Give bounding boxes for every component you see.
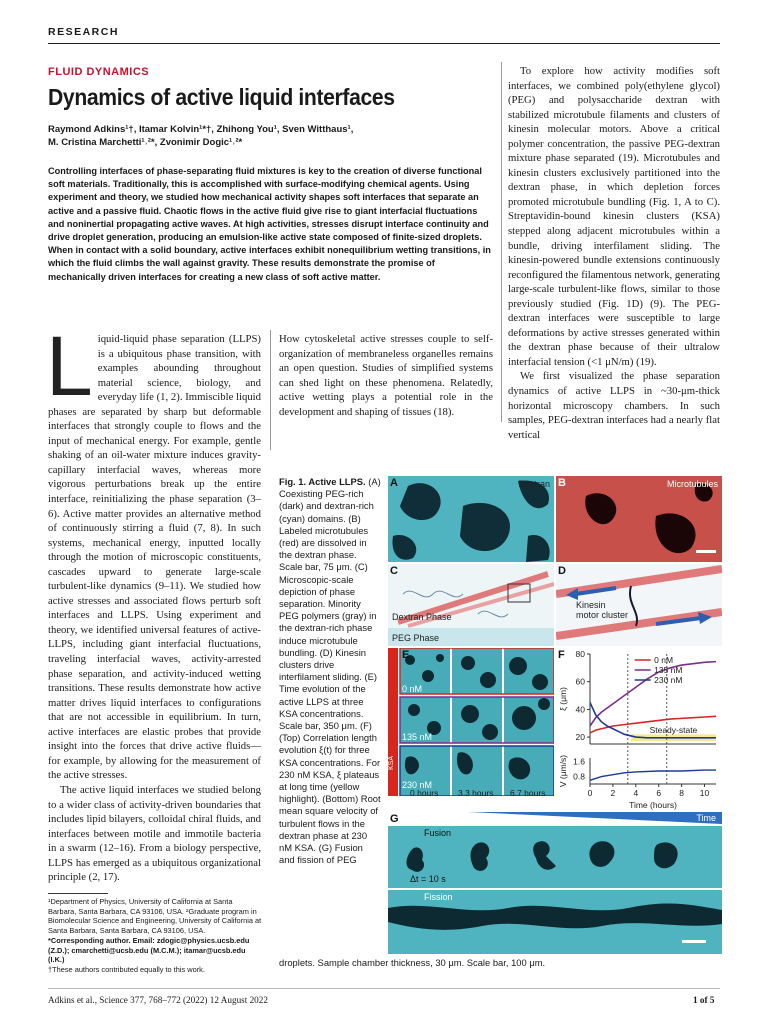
peg-polymer bbox=[478, 611, 508, 617]
citation-footer: Adkins et al., Science 377, 768–772 (2022) 12 August 2022 bbox=[48, 995, 268, 1005]
equal-contribution: †These authors contributed equally to this work. bbox=[48, 964, 205, 974]
y-axis-label: ξ (μm) bbox=[558, 687, 568, 711]
corresponding-author: *Corresponding author. Email: zdogic@physics.ucsb.edu (Z.D.); cmarchetti@ucsb.edu (M.C.M.); itamar@ucsb.edu (I.K.) bbox=[48, 935, 250, 965]
article-title: Dynamics of active liquid interfaces bbox=[48, 84, 395, 110]
fusion-label: Fusion bbox=[424, 828, 452, 838]
y-tick-label: 60 bbox=[575, 676, 585, 687]
panel-label: C bbox=[390, 565, 398, 577]
row-label: 230 nM bbox=[402, 780, 433, 790]
peg-polymer bbox=[403, 591, 463, 597]
authors-line-1: Raymond Adkins¹†, Itamar Kolvin¹*†, Zhihong You¹, Sven Witthaus¹, bbox=[48, 124, 354, 135]
x-tick-label: 10 bbox=[699, 788, 710, 798]
caption-text: (A) Coexisting PEG-rich (dark) and dextran-rich (cyan) domains. (B) Labeled microtubules (red) are dissolved in the dextran phase. Scale bar, 75 μm. (C) Microscopic-scale depiction of phase separation. Minority PEG polymers (gray) in the dextran-rich phase induce microtubule bundling. (D) Kinesin clusters drive interfilament sliding. (E) Time evolution of the active LLPS at three KSA concentrations. Scale bar, 350 μm. (F) (Top) Correlation length evolution ξ(t) for three KSA concentrations. For 230 nM KSA, ξ plateaus at long time (yellow highlight). (Bottom) Root mean square velocity of turbulent flows in the dextran phase at 230 nM KSA. (G) Fusion and fission of PEG bbox=[279, 476, 381, 866]
drop-cap: L bbox=[46, 319, 93, 413]
ksa-bar bbox=[388, 648, 398, 796]
legend-label: 230 nM bbox=[654, 675, 683, 685]
column-divider bbox=[270, 330, 271, 450]
panel-label: A bbox=[390, 477, 398, 489]
y-tick-label: 20 bbox=[575, 732, 585, 743]
peg-domain bbox=[585, 493, 616, 524]
section-label: RESEARCH bbox=[48, 26, 119, 38]
body-column-2 bbox=[279, 332, 493, 419]
v-tick-label: 0.8 bbox=[573, 771, 585, 782]
footnote-rule bbox=[48, 893, 108, 894]
panel-b-microtubules bbox=[556, 476, 722, 562]
panel-g-fusion-fission bbox=[388, 812, 722, 954]
x-tick-label: 6 bbox=[656, 788, 662, 798]
microtubule bbox=[556, 569, 722, 594]
x-tick-label: 2 bbox=[610, 788, 616, 798]
body-column-3 bbox=[508, 64, 720, 442]
scale-bar bbox=[696, 550, 716, 553]
panel-f-chart bbox=[556, 648, 722, 812]
time-label: 6.7 hours bbox=[510, 788, 546, 798]
figure-caption bbox=[279, 476, 381, 867]
body-paragraph: How cytoskeletal active stresses couple to self-organization of membraneless organelles remains an open question. Studies of simplified systems can shed light on these phenomena. Relatedly, active wetting plays a potential role in the development and shaping of tissues (18). bbox=[279, 333, 493, 418]
authors-line-2: M. Cristina Marchetti¹˒²*, Zvonimir Dogic¹˒²* bbox=[48, 137, 243, 148]
kinesin-motor bbox=[630, 586, 637, 626]
row-0nm bbox=[400, 648, 554, 694]
panel-label: F bbox=[558, 649, 565, 661]
panel-d-kinesin bbox=[556, 564, 722, 646]
time-label: Time bbox=[696, 813, 716, 823]
footer-rule bbox=[48, 988, 720, 989]
panel-e-time-evolution bbox=[388, 648, 554, 796]
panel-label: B bbox=[558, 477, 566, 489]
delta-t-label: Δt = 10 s bbox=[410, 874, 446, 884]
body-paragraph: To explore how activity modifies soft interfaces, we combined poly(ethylene glycol) (PEG) and polysaccharide dextran with stabilized microtubule filaments and clusters of kinesin molecular motors. Above a critical polymer concentration, the passive PEG-dextran mixture phase separated (19). Microtubules and kinesin clusters exclusively partitioned into the dextran phase, in which depletion forces promoted microtubule bundling (Fig. 1, A to C). Streptavidin-bound kinesin clusters (KSA) stepped along adjacent microtubules within a bundle, driving interfilament sliding. The kinesin-powered bundle extensions continuously reconfigured the filamentous network, generating large-scale turbulent-like flows, similar to those previously studied (Fig. 1D) (9). The PEG-dextran interfaces were susceptible to large deformations by active stresses generated within the dextran phase because of their ultralow interfacial tension (<1 μN/m) (19). bbox=[508, 65, 720, 368]
peg-domain bbox=[460, 503, 510, 551]
figure-caption-continued: droplets. Sample chamber thickness, 30 μm. Scale bar, 100 μm. bbox=[279, 957, 546, 968]
panel-title: Microtubules bbox=[666, 479, 718, 489]
panel-a-dextran bbox=[388, 476, 554, 562]
panel-label: D bbox=[558, 565, 566, 577]
row-label: 0 nM bbox=[402, 684, 423, 694]
y-tick-label: 40 bbox=[575, 704, 585, 715]
panel-c-depiction bbox=[388, 564, 554, 646]
row-label: 135 nM bbox=[402, 732, 433, 742]
peg-domain bbox=[526, 535, 550, 562]
body-paragraph: iquid-liquid phase separation (LLPS) is a ubiquitous phase transition, with examples abounding throughout material science, biology, and everyday life (1, 2). Immiscible liquid phases are separated by sharp but deformable interfaces that strongly couple to flows and the input of mechanical energy. For example, gentle shaking of an oil-water mixture induces gravity-capillary interfacial waves, whereas more vigorous perturbations break up the entire interface, reinitializing the phase separation (3–6). Active matter provides an alternative method of continuously stirring a fluid (7, 8). In such systems, mechanical energy, inputted locally through the motion of microscopic constituents, cascades upward to generate large-scale turbulent-like dynamics (9–11). We studied how active stresses and associated flows perturb soft interfaces and LLPS. Using experiment and theory, we identified universal features of active-LLPS, including giant interfacial fluctuations, traveling interfacial waves, activity-arrested phase separation, and activity-induced wetting transitions. These results demonstrate how active matter drives liquid interfaces to configurations that are not accessible in equilibrium. In turn, active interfaces are elastic probes that provide insight into the forces that drive active fluids—for example, by allowing for the measurement of the active stresses. bbox=[48, 333, 261, 782]
kinesin-label: Kinesin motor cluster bbox=[576, 600, 629, 620]
velocity-line bbox=[590, 770, 716, 780]
time-label: 0 hours bbox=[410, 788, 439, 798]
body-column-1 bbox=[46, 319, 261, 885]
author-list bbox=[48, 123, 488, 149]
y-tick-label: 80 bbox=[575, 649, 585, 659]
x-tick-label: 0 bbox=[587, 788, 593, 798]
steady-state-label: Steady-state bbox=[649, 724, 698, 735]
peg-phase-label: PEG Phase bbox=[392, 633, 440, 643]
column-divider bbox=[501, 62, 502, 422]
page-number: 1 of 5 bbox=[693, 995, 715, 1005]
fission-label: Fission bbox=[424, 892, 453, 902]
peg-domain bbox=[655, 513, 695, 553]
caption-title: Fig. 1. Active LLPS. bbox=[279, 476, 366, 487]
panel-title: Dextran bbox=[518, 479, 550, 489]
correlation-chart bbox=[556, 648, 722, 812]
body-paragraph: We first visualized the phase separation dynamics of active LLPS in ~30-μm-thick horizontal microscopy chambers. In such samples, PEG-dextran interfaces had a nearly flat vertical bbox=[508, 370, 720, 441]
scale-bar bbox=[682, 940, 706, 943]
v-tick-label: 1.6 bbox=[573, 756, 585, 767]
time-label: 3.3 hours bbox=[458, 788, 494, 798]
category-label: FLUID DYNAMICS bbox=[48, 66, 150, 78]
affiliations: ¹Department of Physics, University of California at Santa Barbara, Santa Barbara, CA 93106, USA. ²Graduate program in Biomolecular Science and Engineering, University of California at Santa Barbara, Santa Barbara, CA 93106, USA. bbox=[48, 897, 262, 936]
header-rule bbox=[48, 43, 720, 44]
series-line-135-nM bbox=[590, 662, 716, 726]
time-arrow bbox=[468, 812, 722, 824]
footnotes bbox=[48, 897, 262, 975]
x-tick-label: 8 bbox=[679, 788, 685, 798]
v-axis-label: V (μm/s) bbox=[558, 754, 568, 788]
ksa-label: KSA bbox=[388, 755, 395, 770]
panel-label: G bbox=[390, 813, 399, 825]
peg-domain bbox=[392, 535, 416, 560]
body-paragraph: The active liquid interfaces we studied belong to a wider class of activity-driven boundaries that includes lipid bilayers, colloidal chiral fluids, and interfaces between motile and immotile bacteria in a swarm (12–16). From a biology perspective, LLPS has emerged as a ubiquitous organizational principle (2, 17). bbox=[48, 783, 261, 884]
legend-label: 0 nM bbox=[654, 655, 674, 665]
x-axis-label: Time (hours) bbox=[629, 800, 677, 810]
panel-e-image bbox=[388, 648, 554, 796]
x-tick-label: 4 bbox=[633, 788, 639, 798]
abstract: Controlling interfaces of phase-separating fluid mixtures is key to the creation of diverse functional soft materials. Traditionally, this is accomplished with surface-modifying chemical agents. Using experiment and theory, we studied how mechanical activity shapes soft interfaces that separate an active and a passive fluid. Chaotic flows in the active fluid give rise to giant interfacial fluctuations and noninertial propagating active waves. At high activities, stresses disrupt interface continuity and drive droplet generation, producing an emulsion-like active state composed of finite-sized droplets. When in contact with a solid boundary, active interfaces exhibit nonequilibrium wetting transitions, in which the fluid climbs the wall against gravity. These results demonstrate the promise of mechanically driven interfaces for creating a new class of soft active matter. bbox=[48, 166, 491, 282]
legend-label: 135 nM bbox=[654, 665, 683, 675]
peg-domain bbox=[400, 483, 441, 520]
panel-label: E bbox=[402, 649, 410, 661]
dextran-phase-label: Dextran Phase bbox=[392, 612, 452, 622]
